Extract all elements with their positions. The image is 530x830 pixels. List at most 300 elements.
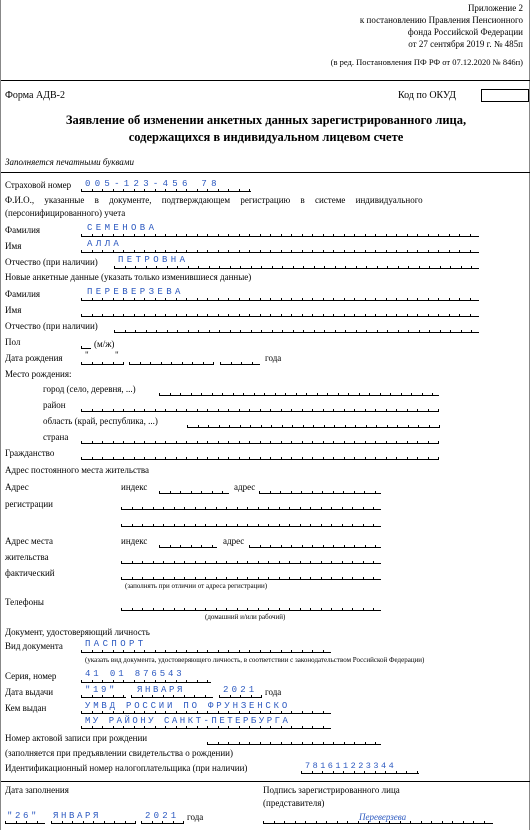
series-number-value[interactable]: 41 01 876543 — [85, 669, 185, 679]
field-tick — [153, 507, 154, 510]
field-tick — [428, 441, 429, 444]
field-tick — [81, 314, 82, 317]
field-tick — [375, 250, 376, 253]
field-tick — [261, 695, 262, 698]
field-tick — [113, 726, 114, 729]
field-tick — [429, 266, 430, 269]
field-tick — [239, 409, 240, 412]
field-tick — [134, 726, 135, 729]
field-tick — [167, 330, 168, 333]
field-tick — [333, 314, 334, 317]
field-tick — [470, 234, 471, 237]
field-tick — [123, 650, 124, 653]
field-tick — [279, 561, 280, 564]
field-tick — [92, 234, 93, 237]
field-tick — [300, 507, 301, 510]
field-tick — [171, 362, 172, 365]
field-tick — [300, 524, 301, 527]
field-tick — [81, 650, 82, 653]
field-tick — [123, 711, 124, 714]
field-tick — [470, 250, 471, 253]
field-tick — [186, 250, 187, 253]
field-tick — [249, 742, 250, 745]
field-tick — [165, 711, 166, 714]
field-tick — [302, 314, 303, 317]
field-tick — [155, 189, 156, 192]
field-tick — [176, 250, 177, 253]
field-tick — [302, 545, 303, 548]
field-tick — [186, 409, 187, 412]
field-tick — [239, 250, 240, 253]
field-tick — [365, 314, 366, 317]
field-tick — [155, 298, 156, 301]
city-label: город (село, деревня, ...) — [43, 384, 136, 394]
field-tick — [184, 577, 185, 580]
field-tick — [134, 441, 135, 444]
field-tick — [186, 726, 187, 729]
field-tick — [218, 742, 219, 745]
field-tick — [344, 250, 345, 253]
field-tick — [312, 726, 313, 729]
field-tick — [293, 330, 294, 333]
field-tick — [218, 457, 219, 460]
field-tick — [230, 695, 231, 698]
field-tick — [134, 457, 135, 460]
field-tick — [146, 266, 147, 269]
field-tick — [302, 250, 303, 253]
field-tick — [159, 491, 160, 494]
actual-index-line[interactable] — [159, 547, 217, 548]
field-tick — [228, 409, 229, 412]
new-surname-value[interactable]: ПЕРЕВЕРЗЕВА — [87, 287, 184, 297]
field-tick — [261, 330, 262, 333]
field-tick — [155, 250, 156, 253]
field-tick — [322, 491, 323, 494]
field-tick — [345, 425, 346, 428]
field-tick — [258, 577, 259, 580]
field-tick — [135, 330, 136, 333]
field-tick — [155, 234, 156, 237]
field-tick — [207, 250, 208, 253]
field-tick — [5, 821, 6, 824]
field-tick — [377, 330, 378, 333]
field-tick — [207, 314, 208, 317]
okud-box[interactable] — [481, 89, 529, 102]
field-tick — [228, 726, 229, 729]
field-tick — [352, 561, 353, 564]
field-tick — [121, 524, 122, 527]
field-tick — [155, 680, 156, 683]
issue-month-line — [131, 697, 213, 698]
field-tick — [260, 726, 261, 729]
field-tick — [323, 650, 324, 653]
field-tick — [268, 577, 269, 580]
field-tick — [365, 441, 366, 444]
field-tick — [142, 507, 143, 510]
field-tick — [218, 726, 219, 729]
header-line4: от 27 сентября 2019 г. № 485п — [408, 39, 523, 49]
birth-place-label: Место рождения: — [5, 369, 72, 379]
field-tick — [452, 821, 453, 824]
field-tick — [237, 577, 238, 580]
field-tick — [375, 234, 376, 237]
field-tick — [345, 330, 346, 333]
field-tick — [280, 491, 281, 494]
issue-year-value[interactable]: 2021 — [223, 685, 258, 695]
birth-date-quote-close: " — [115, 350, 119, 360]
field-tick — [83, 821, 84, 824]
field-tick — [132, 524, 133, 527]
field-tick — [400, 821, 401, 824]
field-tick — [364, 491, 365, 494]
field-tick — [461, 266, 462, 269]
field-tick — [176, 711, 177, 714]
field-tick — [321, 561, 322, 564]
field-tick — [132, 608, 133, 611]
field-tick — [134, 234, 135, 237]
field-tick — [123, 250, 124, 253]
field-tick — [205, 524, 206, 527]
field-tick — [239, 650, 240, 653]
field-tick — [218, 650, 219, 653]
field-tick — [324, 425, 325, 428]
field-tick — [104, 821, 105, 824]
field-tick — [366, 266, 367, 269]
field-tick — [251, 695, 252, 698]
field-tick — [302, 457, 303, 460]
field-tick — [203, 362, 204, 365]
field-tick — [156, 266, 157, 269]
field-tick — [429, 330, 430, 333]
field-tick — [219, 695, 220, 698]
field-tick — [142, 695, 143, 698]
field-tick — [387, 266, 388, 269]
field-tick — [373, 524, 374, 527]
field-tick — [459, 314, 460, 317]
field-tick — [176, 650, 177, 653]
field-tick — [407, 441, 408, 444]
issue-month-value[interactable]: ЯНВАРЯ — [137, 685, 186, 695]
field-tick — [342, 507, 343, 510]
field-tick — [282, 330, 283, 333]
field-tick — [251, 330, 252, 333]
field-tick — [301, 491, 302, 494]
field-tick — [363, 561, 364, 564]
insurance-number-value[interactable]: 005-123-456 78 — [85, 179, 221, 189]
field-tick — [300, 561, 301, 564]
field-tick — [114, 821, 115, 824]
field-tick — [343, 771, 344, 774]
field-tick — [375, 771, 376, 774]
field-tick — [125, 266, 126, 269]
field-tick — [186, 650, 187, 653]
field-tick — [72, 821, 73, 824]
issued-by-label: Кем выдан — [5, 703, 47, 713]
field-tick — [410, 821, 411, 824]
field-tick — [144, 726, 145, 729]
doc-type-value[interactable]: ПАСПОРТ — [85, 639, 147, 649]
field-tick — [260, 711, 261, 714]
field-tick — [292, 425, 293, 428]
field-tick — [81, 726, 82, 729]
field-tick — [312, 250, 313, 253]
field-tick — [176, 680, 177, 683]
field-tick — [312, 711, 313, 714]
field-tick — [129, 362, 130, 365]
field-tick — [228, 298, 229, 301]
field-tick — [375, 314, 376, 317]
field-tick — [113, 298, 114, 301]
field-tick — [81, 189, 82, 192]
field-tick — [228, 441, 229, 444]
field-tick — [167, 266, 168, 269]
field-tick — [144, 457, 145, 460]
field-tick — [180, 491, 181, 494]
field-tick — [471, 330, 472, 333]
field-tick — [438, 409, 439, 412]
birth-record-label: Номер актовой записи при рождении — [5, 733, 148, 743]
field-tick — [428, 457, 429, 460]
field-tick — [197, 711, 198, 714]
fill-month-value[interactable]: ЯНВАРЯ — [53, 811, 102, 821]
name-value[interactable]: АЛЛА — [87, 239, 123, 249]
field-tick — [216, 524, 217, 527]
field-tick — [249, 457, 250, 460]
field-tick — [344, 545, 345, 548]
field-tick — [81, 695, 82, 698]
issue-day-value[interactable]: "19" — [85, 685, 118, 695]
field-tick — [344, 314, 345, 317]
field-tick — [282, 425, 283, 428]
field-tick — [302, 441, 303, 444]
field-tick — [121, 577, 122, 580]
field-tick — [379, 821, 380, 824]
field-tick — [337, 821, 338, 824]
field-tick — [411, 393, 412, 396]
index-label-2: индекс — [121, 536, 148, 546]
field-tick — [176, 298, 177, 301]
field-tick — [218, 234, 219, 237]
field-tick — [198, 425, 199, 428]
field-tick — [228, 742, 229, 745]
field-tick — [313, 425, 314, 428]
field-tick — [249, 650, 250, 653]
field-tick — [163, 507, 164, 510]
field-tick — [260, 650, 261, 653]
field-tick — [229, 425, 230, 428]
field-tick — [326, 821, 327, 824]
fill-note: Заполняется печатными буквами — [5, 157, 135, 167]
field-tick — [191, 393, 192, 396]
field-tick — [449, 298, 450, 301]
field-tick — [102, 298, 103, 301]
field-tick — [163, 524, 164, 527]
field-tick — [218, 250, 219, 253]
field-tick — [134, 680, 135, 683]
phones-hint: (домашний и/или рабочий) — [205, 613, 286, 621]
sex-label: Пол — [5, 337, 21, 347]
field-tick — [155, 314, 156, 317]
field-tick — [428, 250, 429, 253]
field-tick — [432, 393, 433, 396]
field-tick — [174, 507, 175, 510]
field-tick — [373, 577, 374, 580]
field-tick — [92, 650, 93, 653]
field-tick — [285, 393, 286, 396]
separator — [1, 80, 530, 81]
field-tick — [470, 298, 471, 301]
issued-by-value-2[interactable]: МУ РАЙОНУ САНКТ-ПЕТЕРБУРГА — [85, 716, 291, 726]
field-tick — [216, 507, 217, 510]
new-patronymic-line[interactable] — [114, 332, 479, 333]
field-tick — [113, 457, 114, 460]
field-tick — [237, 561, 238, 564]
field-tick — [186, 314, 187, 317]
field-tick — [243, 393, 244, 396]
field-tick — [81, 457, 82, 460]
field-tick — [176, 234, 177, 237]
field-tick — [165, 409, 166, 412]
issued-by-value-1[interactable]: УМВД РОССИИ ПО ФРУНЗЕНСКО — [85, 701, 291, 711]
field-tick — [186, 189, 187, 192]
field-tick — [342, 608, 343, 611]
field-tick — [249, 189, 250, 192]
insurance-number-line — [81, 191, 251, 192]
patronymic-value[interactable]: ПЕТРОВНА — [118, 255, 189, 265]
field-tick — [113, 250, 114, 253]
field-tick — [344, 457, 345, 460]
field-tick — [247, 561, 248, 564]
field-tick — [417, 441, 418, 444]
field-tick — [268, 524, 269, 527]
field-tick — [375, 545, 376, 548]
field-tick — [92, 680, 93, 683]
field-tick — [281, 314, 282, 317]
sex-line[interactable] — [81, 348, 91, 349]
field-tick — [135, 266, 136, 269]
field-tick — [176, 457, 177, 460]
field-tick — [438, 314, 439, 317]
field-tick — [310, 577, 311, 580]
field-tick — [102, 362, 103, 365]
field-tick — [249, 250, 250, 253]
field-tick — [113, 234, 114, 237]
field-tick — [323, 545, 324, 548]
field-tick — [195, 608, 196, 611]
field-tick — [331, 524, 332, 527]
surname-value[interactable]: СЕМЕНОВА — [87, 223, 158, 233]
field-tick — [375, 409, 376, 412]
actual-address-line-1[interactable] — [249, 547, 381, 548]
field-tick — [218, 314, 219, 317]
field-tick — [354, 457, 355, 460]
field-tick — [216, 608, 217, 611]
fill-year-value[interactable]: 2021 — [145, 811, 180, 821]
field-tick — [220, 362, 221, 365]
field-tick — [397, 425, 398, 428]
field-tick — [440, 266, 441, 269]
field-tick — [438, 441, 439, 444]
surname-label: Фамилия — [5, 225, 41, 235]
field-tick — [291, 650, 292, 653]
field-tick — [331, 608, 332, 611]
field-tick — [363, 577, 364, 580]
field-tick — [333, 298, 334, 301]
citizenship-label: Гражданство — [5, 448, 55, 458]
field-tick — [428, 314, 429, 317]
field-tick — [186, 711, 187, 714]
field-tick — [195, 524, 196, 527]
field-tick — [386, 457, 387, 460]
field-tick — [173, 821, 174, 824]
field-tick — [281, 711, 282, 714]
field-tick — [408, 266, 409, 269]
issue-year-label: года — [265, 687, 282, 697]
inn-value[interactable]: 781611223344 — [305, 761, 397, 771]
field-tick — [310, 608, 311, 611]
field-tick — [207, 742, 208, 745]
field-tick — [134, 250, 135, 253]
field-tick — [317, 393, 318, 396]
field-tick — [170, 393, 171, 396]
field-tick — [197, 680, 198, 683]
field-tick — [205, 577, 206, 580]
field-tick — [146, 330, 147, 333]
field-tick — [291, 250, 292, 253]
field-tick — [81, 250, 82, 253]
field-tick — [135, 821, 136, 824]
field-tick — [188, 266, 189, 269]
field-tick — [239, 298, 240, 301]
field-tick — [407, 250, 408, 253]
field-tick — [228, 189, 229, 192]
field-tick — [102, 250, 103, 253]
field-tick — [282, 266, 283, 269]
field-tick — [363, 507, 364, 510]
field-tick — [144, 441, 145, 444]
field-tick — [343, 491, 344, 494]
field-tick — [186, 234, 187, 237]
fill-day-value[interactable]: "26" — [7, 811, 40, 821]
field-tick — [268, 608, 269, 611]
birth-year-line[interactable] — [220, 364, 260, 365]
field-tick — [62, 821, 63, 824]
field-tick — [197, 457, 198, 460]
field-tick — [197, 298, 198, 301]
field-tick — [240, 266, 241, 269]
field-tick — [226, 577, 227, 580]
field-tick — [123, 441, 124, 444]
field-tick — [254, 393, 255, 396]
field-tick — [102, 680, 103, 683]
field-tick — [291, 298, 292, 301]
field-tick — [296, 393, 297, 396]
field-tick — [333, 742, 334, 745]
field-tick — [144, 189, 145, 192]
field-tick — [237, 507, 238, 510]
reg-address-line-1[interactable] — [259, 493, 381, 494]
field-tick — [155, 650, 156, 653]
field-tick — [176, 314, 177, 317]
field-tick — [270, 545, 271, 548]
field-tick — [187, 425, 188, 428]
form-title-line1: Заявление об изменении анкетных данных зарегистрированного лица, — [65, 113, 467, 127]
field-tick — [302, 234, 303, 237]
field-tick — [144, 298, 145, 301]
field-tick — [386, 298, 387, 301]
issued-by-line-1 — [81, 713, 331, 714]
field-tick — [228, 314, 229, 317]
